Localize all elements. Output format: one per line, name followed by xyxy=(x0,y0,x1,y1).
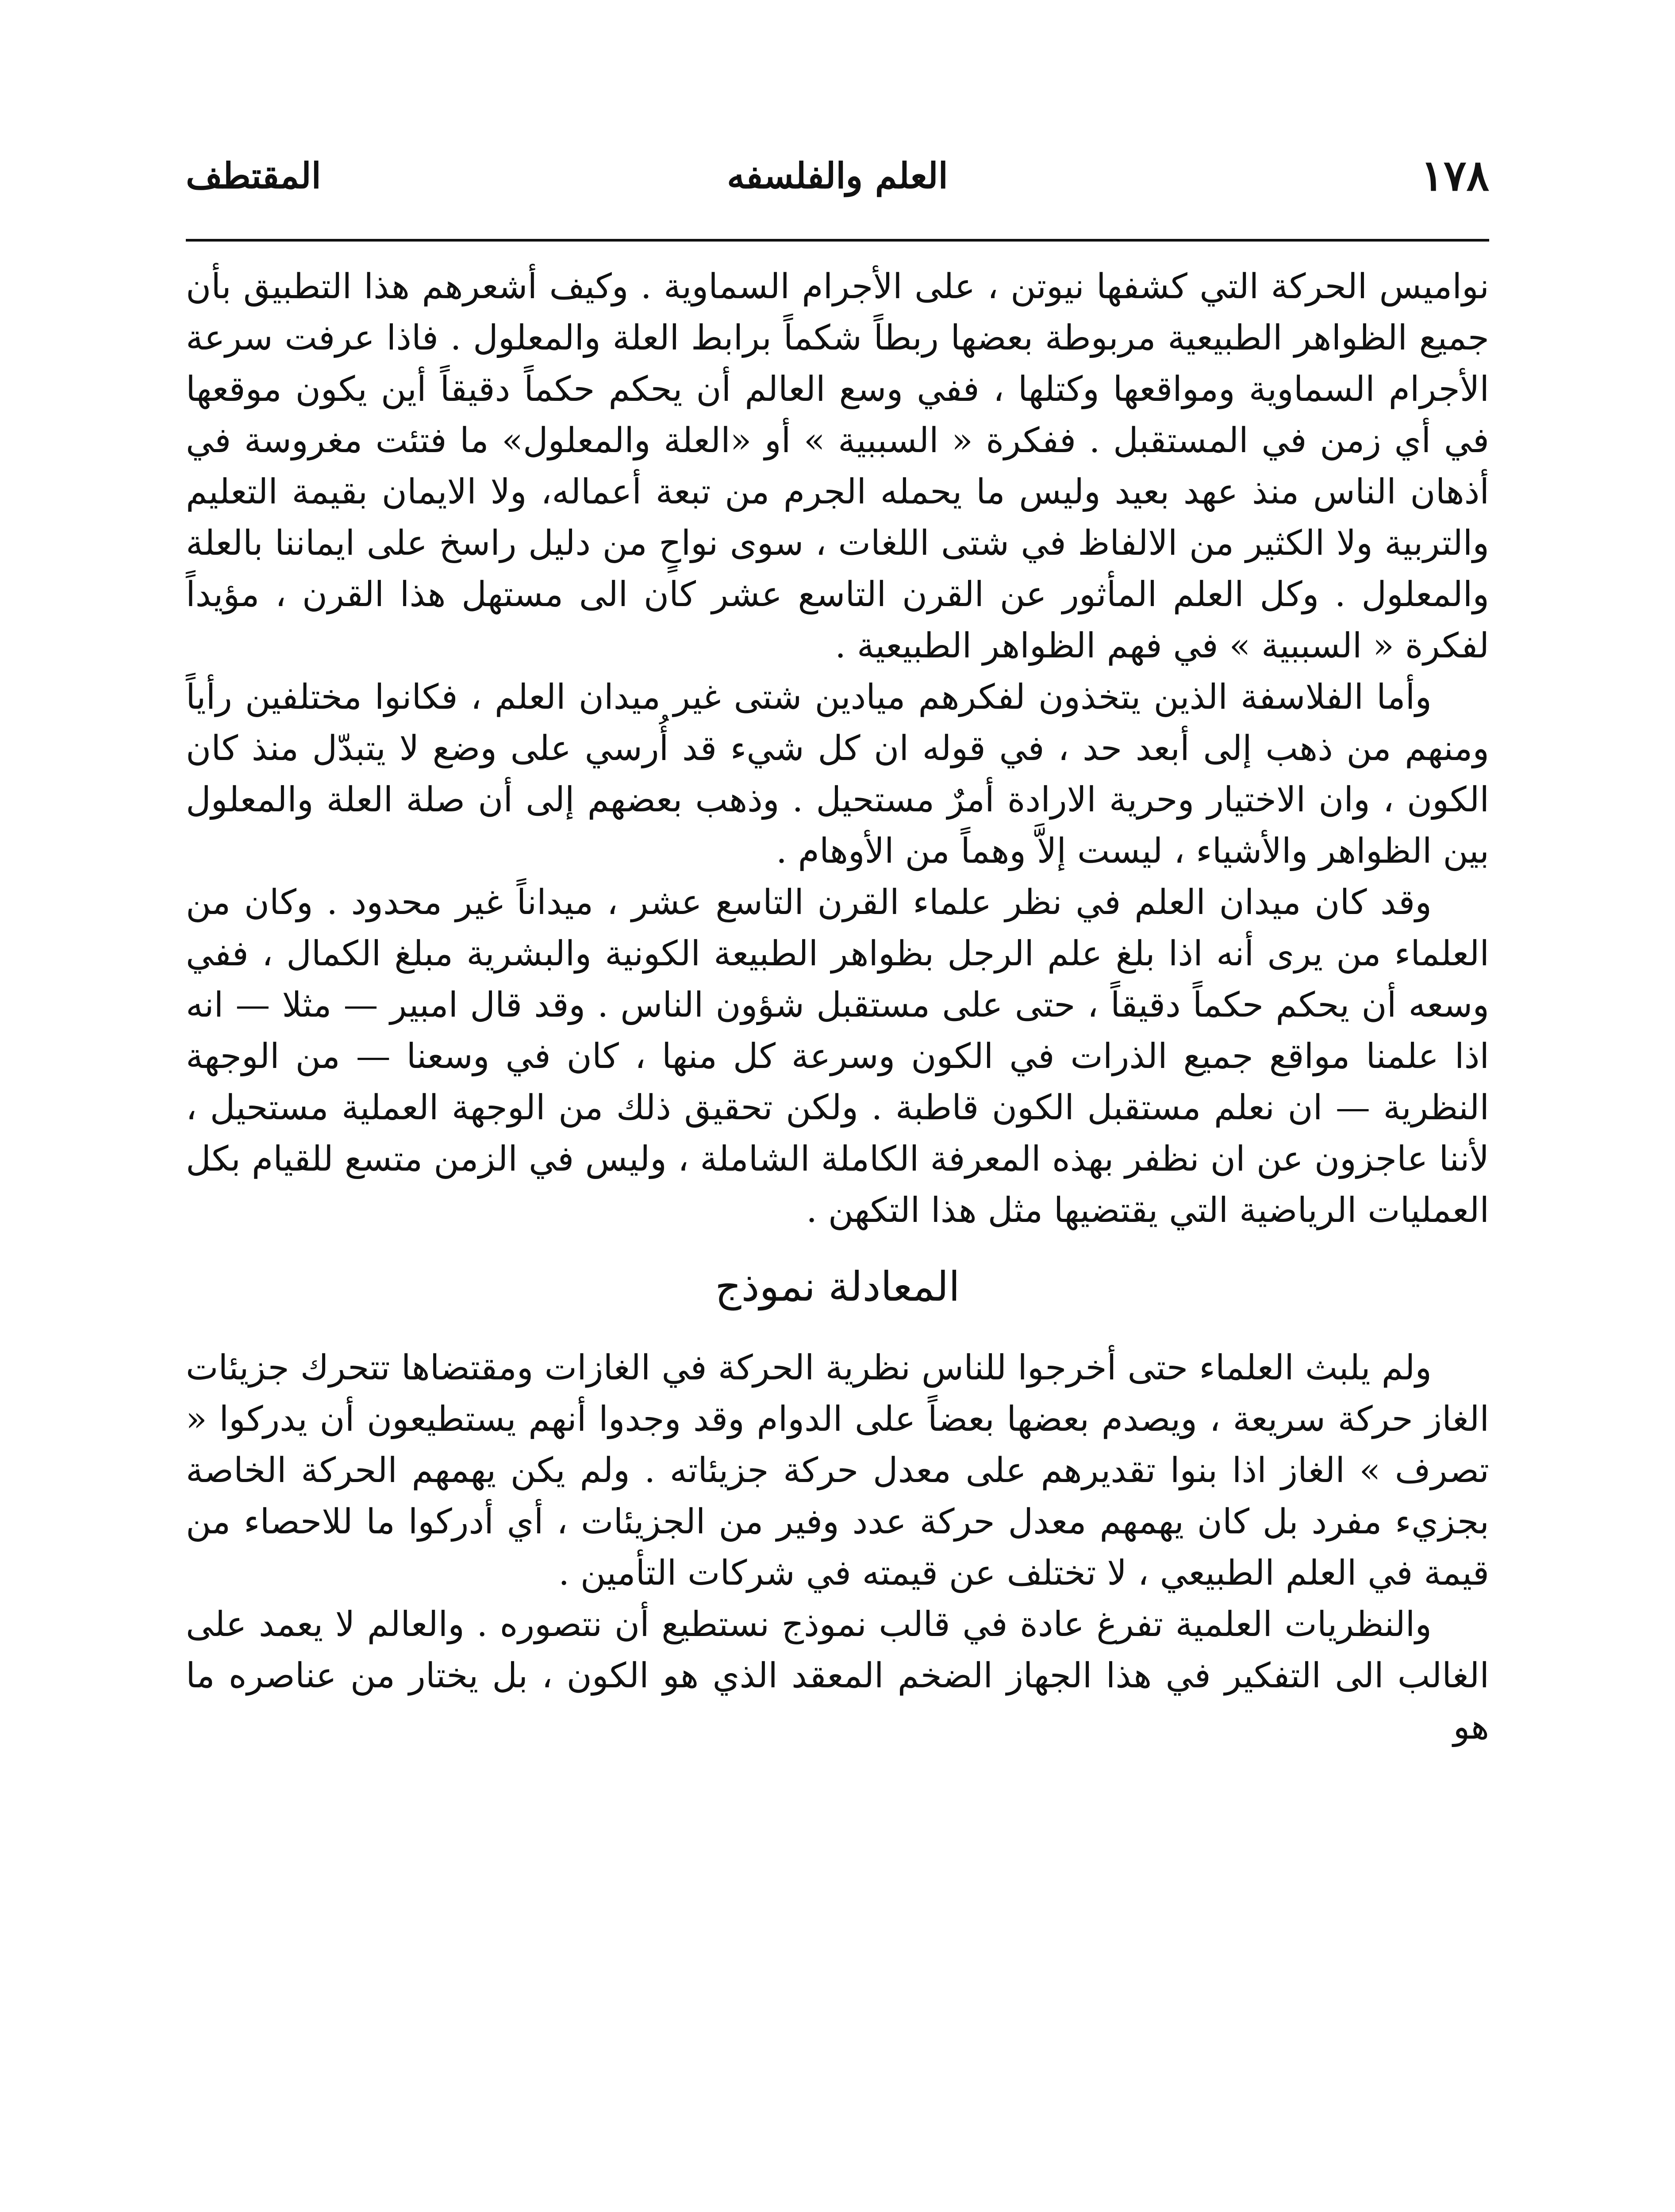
paragraph: وأما الفلاسفة الذين يتخذون لفكرهم ميادين شتى غير ميدان العلم ، فكانوا مختلفين رأياً ومنهم من ذهب إلى أبعد حد ، في قوله ان كل شيء قد أُرسي على وضع لا يتبدّل منذ كان الكون ، وان الاختيار وحرية الارادة أمرٌ مستحيل . وذهب بعضهم إلى أن صلة العلة والمعلول بين الظواهر والأشياء ، ليست إلاَّ وهماً من الأوهام . xyxy=(186,677,1489,871)
page-header xyxy=(186,150,1489,212)
header-rule xyxy=(186,239,1489,242)
paragraph: والنظريات العلمية تفرغ عادة في قالب نموذج نستطيع أن نتصوره . والعالم لا يعمد على الغالب الى التفكير في هذا الجهاز الضخم المعقد الذي هو الكون ، بل يختار من عناصره ما هو xyxy=(186,1605,1489,1747)
article-body xyxy=(186,261,1489,1753)
paragraph: نواميس الحركة التي كشفها نيوتن ، على الأجرام السماوية . وكيف أشعرهم هذا التطبيق بأن جميع الظواهر الطبيعية مربوطة بعضها ربطاً شكماً برابط العلة والمعلول . فاذا عرفت سرعة الأجرام السماوية ومواقعها وكتلها ، ففي وسع العالم أن يحكم حكماً دقيقاً أين يكون موقعها في أي زمن في المستقبل . ففكرة « السببية » أو «العلة والمعلول» ما فتئت مغروسة في أذهان الناس منذ عهد بعيد وليس ما يحمله الجرم من تبعة أعماله، ولا الايمان بقيمة التعليم والتربية ولا الكثير من الالفاظ في شتى اللغات ، سوى نواحٍ من دليل راسخ على ايماننا بالعلة والمعلول . وكل العلم المأثور عن القرن التاسع عشر كان الى مستهل هذا القرن ، مؤيداً لفكرة « السببية » في فهم الظواهر الطبيعية . xyxy=(186,267,1489,666)
journal-name: المقتطف xyxy=(186,155,321,196)
section-heading: المعادلة نموذج xyxy=(715,1263,960,1310)
page-number: ١٧٨ xyxy=(1421,150,1489,200)
running-title: العلم والفلسفه xyxy=(727,155,948,196)
paragraph: ولم يلبث العلماء حتى أخرجوا للناس نظرية الحركة في الغازات ومقتضاها تتحرك جزيئات الغاز حركة سريعة ، ويصدم بعضها بعضاً على الدوام وقد وجدوا أنهم يستطيعون أن يدركوا « تصرف » الغاز اذا بنوا تقديرهم على معدل حركة جزيئاته . ولم يكن يهمهم الحركة الخاصة بجزيء مفرد بل كان يهمهم معدل حركة عدد وفير من الجزيئات ، أي أدركوا ما للاحصاء من قيمة في العلم الطبيعي ، لا تختلف عن قيمته في شركات التأمين . xyxy=(186,1348,1489,1593)
paragraph: وقد كان ميدان العلم في نظر علماء القرن التاسع عشر ، ميداناً غير محدود . وكان من العلماء من يرى أنه اذا بلغ علم الرجل بظواهر الطبيعة الكونية والبشرية مبلغ الكمال ، ففي وسعه أن يحكم حكماً دقيقاً ، حتى على مستقبل شؤون الناس . وقد قال امبير — مثلا — انه اذا علمنا مواقع جميع الذرات في الكون وسرعة كل منها ، كان في وسعنا — من الوجهة النظرية — ان نعلم مستقبل الكون قاطبة . ولكن تحقيق ذلك من الوجهة العملية مستحيل ، لأننا عاجزون عن ان نظفر بهذه المعرفة الكاملة الشاملة ، وليس في الزمن متسع للقيام بكل العمليات الرياضية التي يقتضيها مثل هذا التكهن . xyxy=(186,883,1489,1230)
